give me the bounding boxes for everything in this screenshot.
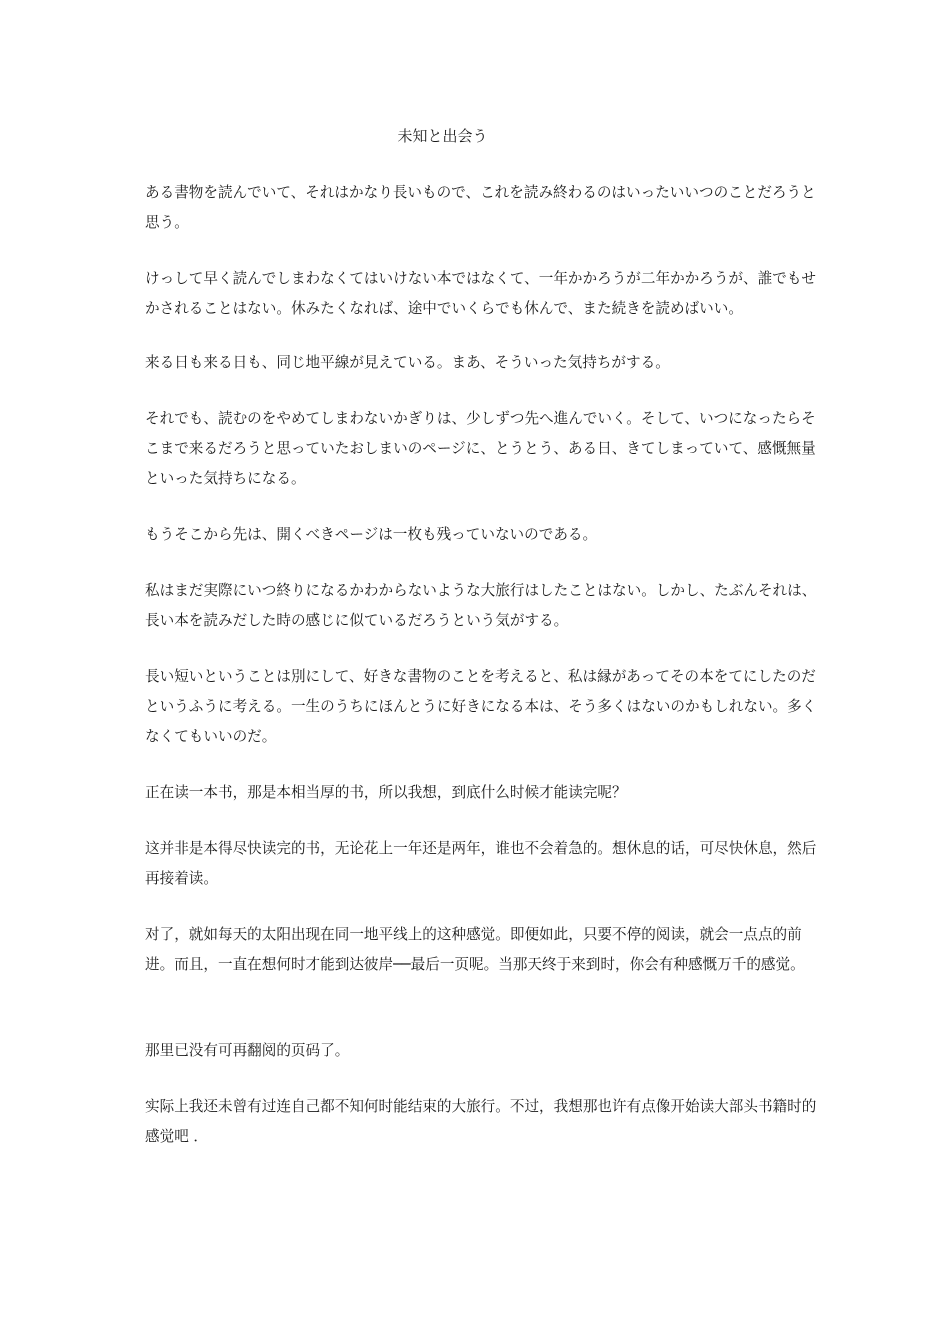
- paragraph-4: それでも、読むのをやめてしまわないかぎりは、少しずつ先へ進んでいく。そして、いつになったらそこまで来るだろうと思っていたおしまいのページに、とうとう、ある日、きてしまっていて、感慨無量といった気持ちになる。: [145, 410, 816, 487]
- paragraph-7: 長い短いということは別にして、好きな書物のことを考えると、私は縁があってその本をてにしたのだというふうに考える。一生のうちにほんとうに好きになる本は、そう多くはないのかもしれない。多くなくてもいいのだ。: [145, 668, 817, 745]
- paragraph-3: 来る日も来る日も、同じ地平線が見えている。まあ、そういった気持ちがする。: [145, 354, 670, 371]
- paragraph-1: ある書物を読んでいて、それはかなり長いもので、これを読み終わるのはいったいいつのことだろうと思う。: [145, 184, 816, 231]
- paragraph-10: 对了，就如每天的太阳出现在同一地平线上的这种感觉。即便如此，只要不停的阅读，就会一点点的前进。而且，一直在想何时才能到达彼岸──最后一页呢。当那天终于来到时，你会有种感慨万千的感觉。: [145, 926, 805, 973]
- document-title: 未知と出会う: [397, 127, 488, 145]
- paragraph-11: 那里已没有可再翻阅的页码了。: [145, 1042, 350, 1059]
- paragraph-2: けっして早く読んでしまわなくてはいけない本ではなくて、一年かかろうが二年かかろうが、誰でもせかされることはない。休みたくなれば、途中でいくらでも休んで、また続きを読めばいい。: [145, 270, 817, 317]
- paragraph-8: 正在读一本书，那是本相当厚的书，所以我想，到底什么时候才能读完呢？: [145, 784, 627, 801]
- paragraph-9: 这并非是本得尽快读完的书，无论花上一年还是两年，谁也不会着急的。想休息的话，可尽快休息，然后再接着读。: [145, 840, 817, 887]
- paragraph-5: もうそこから先は、開くべきページは一枚も残っていないのである。: [145, 526, 598, 543]
- paragraph-6: 私はまだ実際にいつ終りになるかわからないような大旅行はしたことはない。しかし、たぶんそれは、長い本を読みだした時の感じに似ているだろうという気がする。: [145, 582, 817, 629]
- paragraph-12: 实际上我还未曾有过连自己都不知何时能结束的大旅行。不过，我想那也许有点像开始读大部头书籍时的感觉吧 ．: [145, 1098, 817, 1145]
